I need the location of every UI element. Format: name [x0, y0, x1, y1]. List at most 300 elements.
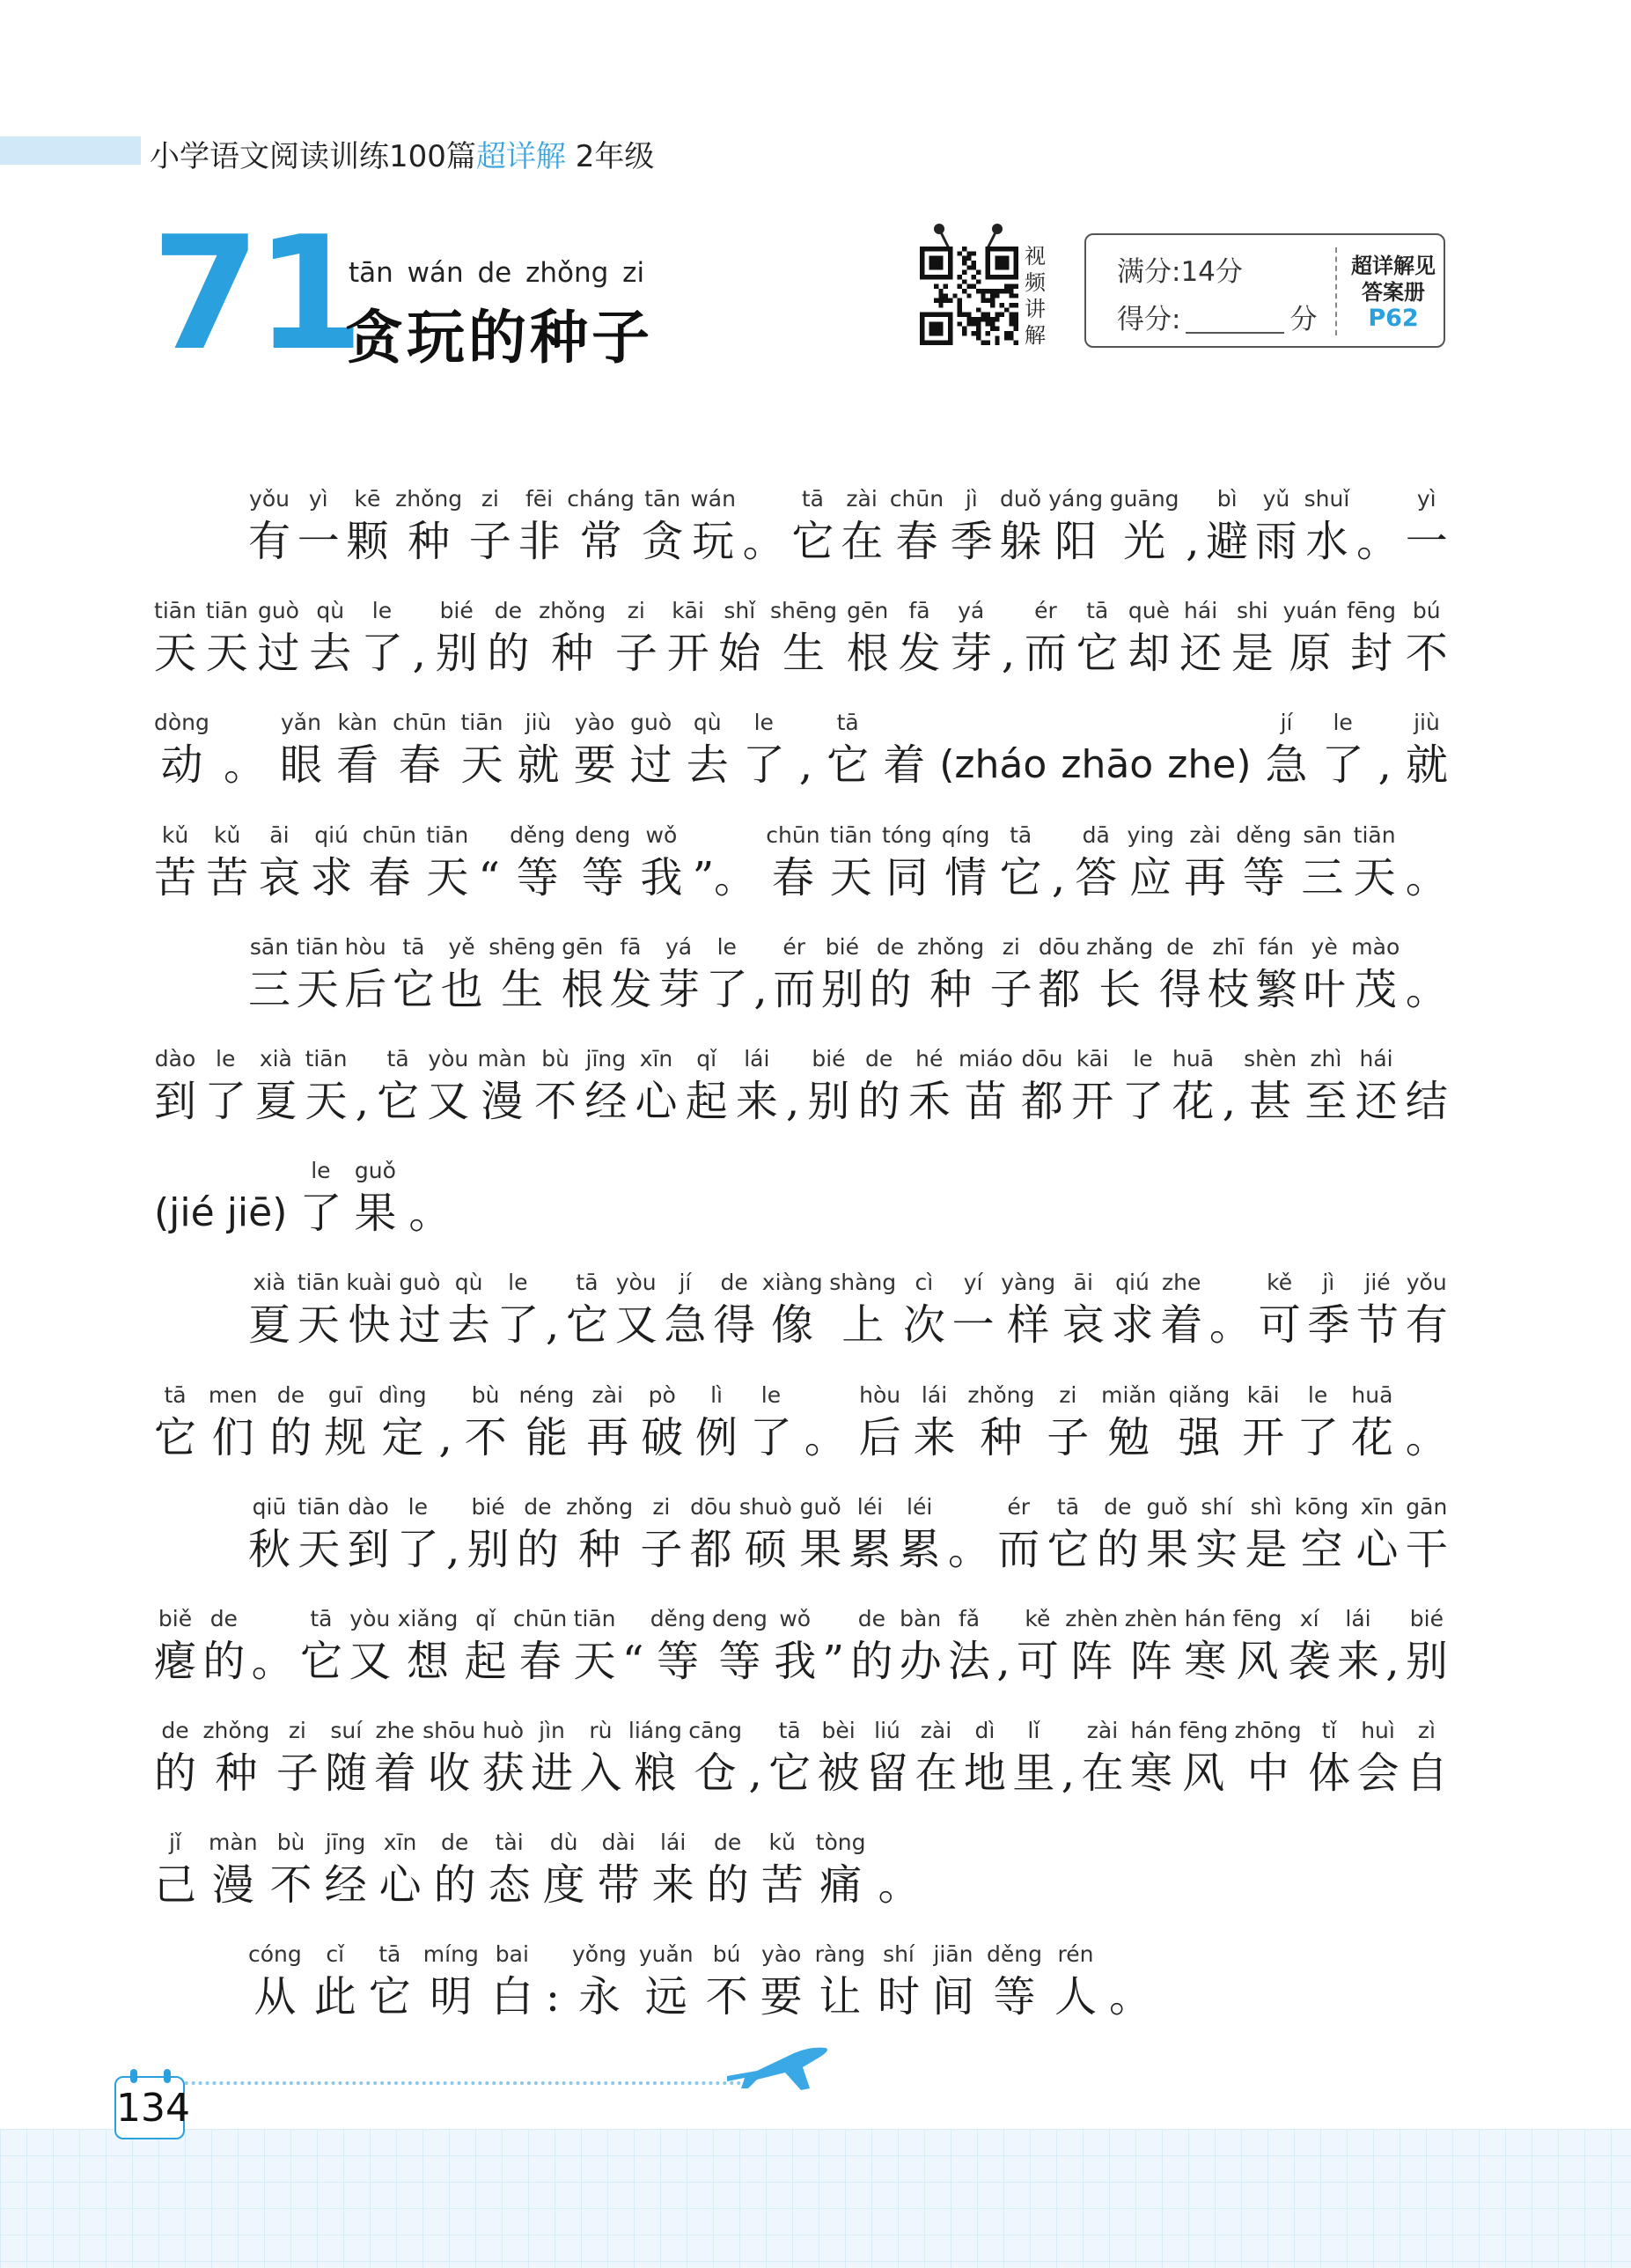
- hanzi: 后: [858, 1413, 901, 1462]
- ruby-segment: [1283, 594, 1338, 679]
- ruby-segment: [713, 1266, 755, 1351]
- hanzi: 瘪: [154, 1637, 197, 1686]
- ruby-segment: [1000, 819, 1042, 903]
- hanzi: 不: [269, 1860, 312, 1910]
- hanzi: 情: [944, 853, 988, 902]
- hanzi: 就: [517, 740, 560, 790]
- ruby-segment: [807, 1042, 849, 1127]
- hanzi: 。: [251, 1637, 294, 1686]
- hanzi: 子: [614, 629, 658, 678]
- hanzi: 别: [807, 1077, 850, 1126]
- ruby-segment: [1209, 1266, 1252, 1351]
- ruby-segment: [899, 1491, 941, 1575]
- hanzi: ,: [996, 1637, 1010, 1686]
- hanzi: 的: [487, 629, 530, 678]
- pinyin: pò: [648, 1382, 676, 1408]
- hanzi: 上: [841, 1300, 885, 1350]
- hanzi: 让: [819, 1972, 862, 2021]
- ruby-segment: [706, 931, 748, 1015]
- hanzi: 过: [629, 740, 672, 790]
- ruby-segment: [324, 1379, 366, 1463]
- hanzi: 子: [1047, 1413, 1090, 1462]
- ruby-segment: [325, 1826, 367, 1911]
- title-pinyin: tān wán de zhǒng zi: [349, 257, 645, 289]
- pinyin: cháng: [567, 486, 635, 512]
- hanzi: 。: [1405, 853, 1448, 902]
- hanzi: 了: [1321, 740, 1364, 790]
- pinyin: tā: [801, 486, 824, 512]
- ruby-segment: [325, 1714, 367, 1799]
- ruby-segment: [816, 1826, 866, 1911]
- hanzi: 发: [898, 629, 941, 678]
- ruby-segment: [786, 1042, 799, 1127]
- pinyin: miǎn: [1101, 1382, 1157, 1408]
- hanzi: 痛: [819, 1860, 863, 1910]
- caption-char: 频: [1025, 270, 1046, 295]
- pinyin: de: [876, 934, 905, 960]
- ruby-segment: [465, 1379, 507, 1463]
- pinyin: men: [208, 1382, 258, 1408]
- ruby-segment: [1356, 1491, 1399, 1575]
- hanzi: 永: [577, 1972, 621, 2021]
- pinyin: kāi: [1076, 1046, 1109, 1071]
- caption-char: 解: [1025, 323, 1046, 348]
- hanzi: 能: [525, 1413, 568, 1462]
- answer-ref-line: 答案册: [1362, 280, 1425, 305]
- pinyin: què: [1128, 598, 1170, 623]
- hanzi: 种: [980, 1413, 1023, 1462]
- hanzi: 过: [398, 1300, 441, 1350]
- pinyin: tā: [576, 1270, 599, 1295]
- hanzi: 我: [774, 1637, 817, 1686]
- hanzi: 漫: [481, 1077, 524, 1126]
- ruby-segment: [1255, 482, 1297, 567]
- pinyin: le: [1333, 710, 1353, 735]
- passage-line: [248, 1938, 1448, 2022]
- hanzi: 天: [426, 853, 469, 902]
- ruby-segment: [448, 1266, 490, 1351]
- ruby-segment: [743, 706, 785, 791]
- ruby-segment: [1355, 1042, 1398, 1127]
- pinyin: lái: [921, 1382, 948, 1408]
- hanzi: 实: [1195, 1525, 1238, 1574]
- pinyin: cóng: [248, 1941, 302, 1967]
- hanzi: ,: [1001, 629, 1016, 678]
- ruby-segment: [465, 1602, 507, 1687]
- ruby-segment: [546, 1266, 559, 1351]
- pinyin: zì: [1417, 1718, 1436, 1743]
- hanzi: 不: [705, 1972, 748, 2021]
- ruby-segment: [248, 482, 290, 567]
- ruby-segment: [513, 1602, 567, 1687]
- hanzi: 天: [1353, 853, 1396, 902]
- hanzi: 袭: [1288, 1637, 1331, 1686]
- ruby-segment: [791, 482, 834, 567]
- ruby-segment: [248, 1938, 302, 2022]
- hanzi: 节: [1356, 1300, 1400, 1350]
- ruby-segment: [1351, 1379, 1393, 1463]
- hanzi: ,: [1061, 1749, 1076, 1798]
- pinyin: rù: [589, 1718, 613, 1743]
- hanzi: 的: [202, 1637, 246, 1686]
- hanzi: 都: [1021, 1077, 1064, 1126]
- ruby-segment: [361, 594, 403, 679]
- hanzi: 而: [773, 965, 816, 1014]
- hanzi: 。: [804, 1413, 847, 1462]
- passage-line: [154, 1379, 1448, 1463]
- hanzi: 白: [490, 1972, 533, 2021]
- score-divider: [1335, 247, 1337, 335]
- score-blank[interactable]: [1186, 332, 1284, 334]
- hanzi: 却: [1128, 629, 1171, 678]
- ruby-segment: [377, 1042, 419, 1127]
- ruby-segment: [1337, 1602, 1379, 1687]
- ruby-segment: [1245, 1491, 1288, 1575]
- pinyin: zhǒng: [395, 486, 463, 512]
- pinyin: fēng: [1232, 1606, 1282, 1631]
- hanzi: 的: [154, 1749, 197, 1798]
- hanzi: 水: [1305, 517, 1348, 566]
- ruby-segment: [438, 1379, 452, 1463]
- ruby-segment: [1146, 1491, 1188, 1575]
- ruby-segment: [650, 1602, 706, 1687]
- ruby-segment: [1406, 706, 1448, 791]
- ruby-segment: [739, 1491, 792, 1575]
- hanzi: 应: [1129, 853, 1172, 902]
- hanzi: ,: [1385, 1637, 1400, 1686]
- pinyin: shuò: [738, 1494, 792, 1520]
- hanzi: 天: [829, 853, 872, 902]
- ruby-segment: [423, 1938, 479, 2022]
- hanzi: 样: [1007, 1300, 1050, 1350]
- hanzi: 里: [1012, 1749, 1055, 1798]
- pinyin: yí: [963, 1270, 983, 1295]
- ruby-segment: [1233, 1602, 1282, 1687]
- ruby-segment: [688, 1714, 742, 1799]
- ruby-segment: [1109, 1938, 1151, 2022]
- pinyin: qiū: [252, 1494, 287, 1520]
- pinyin: bú: [1412, 598, 1441, 623]
- ruby-segment: [202, 1714, 269, 1799]
- hanzi: 心: [1355, 1525, 1399, 1574]
- hanzi: 始: [718, 629, 761, 678]
- ruby-segment: [1062, 1714, 1075, 1799]
- ruby-segment: [209, 1826, 258, 1911]
- ruby-segment: [687, 706, 729, 791]
- pinyin: kōng: [1294, 1494, 1349, 1520]
- ruby-segment: [1351, 931, 1400, 1015]
- hanzi: ,: [438, 1413, 452, 1462]
- hanzi: 开: [1242, 1413, 1285, 1462]
- score-unit: 分: [1289, 304, 1318, 335]
- pinyin: bì: [1216, 486, 1238, 512]
- qr-code-icon[interactable]: [920, 247, 1018, 345]
- ruby-segment: [898, 594, 940, 679]
- hanzi: 不: [534, 1077, 577, 1126]
- pinyin: hé: [915, 1046, 944, 1071]
- hanzi: 它: [392, 965, 435, 1014]
- ruby-segment: [768, 1714, 811, 1799]
- hanzi: 苦: [154, 853, 197, 902]
- pinyin: āi: [1073, 1270, 1093, 1295]
- hanzi: 获: [481, 1749, 525, 1798]
- hanzi: 天: [154, 629, 197, 678]
- ruby-segment: [1308, 1714, 1350, 1799]
- pinyin: bù: [541, 1046, 569, 1071]
- pinyin: jié: [1364, 1270, 1391, 1295]
- hanzi: 起: [464, 1637, 507, 1686]
- hanzi: 苦: [760, 1860, 804, 1910]
- pinyin: zhōng: [1234, 1718, 1302, 1743]
- pinyin: qíng: [941, 822, 990, 848]
- ruby-segment: [1235, 1714, 1302, 1799]
- ruby-segment: [1128, 594, 1170, 679]
- pinyin: zhǒng: [202, 1718, 270, 1743]
- hanzi: 光: [1123, 517, 1166, 566]
- hanzi: 生: [501, 965, 544, 1014]
- hanzi: jiē): [226, 1190, 288, 1235]
- hanzi: 像: [771, 1300, 814, 1350]
- pinyin: sān: [249, 934, 290, 960]
- pinyin: fēng: [1179, 1718, 1229, 1743]
- pinyin: chūn: [889, 486, 944, 512]
- ruby-segment: [635, 1042, 677, 1127]
- pinyin: xià: [253, 1270, 286, 1295]
- hanzi: 生: [782, 629, 826, 678]
- hanzi: 开: [1071, 1077, 1114, 1126]
- pinyin: yě: [448, 934, 475, 960]
- hanzi: 例: [695, 1413, 738, 1462]
- passage-line: [248, 482, 1448, 567]
- hanzi: 它: [154, 1413, 197, 1462]
- hanzi: 寒: [1129, 1749, 1172, 1798]
- ruby-segment: [356, 1042, 369, 1127]
- hanzi: 苦: [206, 853, 249, 902]
- ruby-segment: [686, 1042, 728, 1127]
- ruby-segment: [397, 1491, 439, 1575]
- hanzi: 至: [1304, 1077, 1348, 1126]
- ruby-segment: [336, 706, 378, 791]
- pinyin: zi: [1059, 1382, 1077, 1408]
- pinyin: dào: [348, 1494, 389, 1520]
- pinyin: qù: [693, 710, 722, 735]
- ruby-segment: [1086, 931, 1153, 1015]
- ruby-segment: [154, 1379, 196, 1463]
- pinyin: fǎ: [958, 1606, 981, 1631]
- hanzi: 心: [635, 1077, 678, 1126]
- hanzi: 它: [768, 1749, 812, 1798]
- ruby-segment: [154, 1602, 196, 1687]
- ruby-segment: [1012, 1714, 1054, 1799]
- hanzi: 种: [578, 1525, 621, 1574]
- pinyin: kē: [354, 486, 381, 512]
- pinyin: zi: [652, 1494, 671, 1520]
- ruby-segment: [736, 1042, 778, 1127]
- hanzi: (zháo: [939, 742, 1047, 787]
- hanzi: 芽: [950, 629, 993, 678]
- pinyin: yá: [665, 934, 693, 960]
- pinyin: zhe: [375, 1718, 415, 1743]
- pinyin: de: [1166, 934, 1194, 960]
- hanzi: 非: [518, 517, 561, 566]
- pinyin: kě: [1025, 1606, 1051, 1631]
- ruby-segment: [1167, 706, 1251, 791]
- answer-page: P62: [1368, 305, 1419, 332]
- pinyin: hòu: [859, 1382, 901, 1408]
- hanzi: 它: [791, 517, 834, 566]
- pinyin: màn: [209, 1830, 258, 1855]
- pinyin: tā: [402, 934, 425, 960]
- ruby-segment: [206, 819, 248, 903]
- ruby-segment: [1304, 482, 1350, 567]
- ruby-segment: [482, 1714, 525, 1799]
- pinyin: jí: [1280, 710, 1293, 735]
- dotted-divider: [150, 2081, 748, 2085]
- pinyin: qiú: [1115, 1270, 1150, 1295]
- hanzi: 它: [368, 1972, 411, 2021]
- hanzi: 着: [373, 1749, 416, 1798]
- pinyin: tā: [386, 1046, 409, 1071]
- hanzi: 在: [1081, 1749, 1124, 1798]
- ruby-segment: [1406, 1266, 1448, 1351]
- pinyin: tā: [836, 710, 859, 735]
- hanzi: 等: [516, 853, 559, 902]
- hanzi: 甚: [1249, 1077, 1292, 1126]
- hanzi: 看: [336, 740, 379, 790]
- ruby-segment: [883, 706, 925, 791]
- hanzi: 三: [248, 965, 291, 1014]
- ruby-segment: [344, 931, 386, 1015]
- hanzi: 此: [313, 1972, 356, 2021]
- hanzi: 体: [1308, 1749, 1351, 1798]
- hanzi: 玩: [692, 517, 735, 566]
- pinyin: ying: [1127, 822, 1174, 848]
- hanzi: 天: [296, 965, 339, 1014]
- ruby-segment: [658, 931, 700, 1015]
- hanzi: 的: [516, 1525, 559, 1574]
- pinyin: huā: [1172, 1046, 1215, 1071]
- pinyin: xīn: [639, 1046, 673, 1071]
- pinyin: cǐ: [326, 1941, 345, 1967]
- pinyin: tā: [310, 1606, 333, 1631]
- pinyin: yuán: [1282, 598, 1338, 623]
- ruby-segment: [393, 706, 446, 791]
- pinyin: bàn: [900, 1606, 942, 1631]
- ruby-segment: [1179, 1714, 1228, 1799]
- page-number-badge: [114, 2076, 190, 2139]
- ruby-segment: [518, 706, 560, 791]
- ruby-segment: [866, 1714, 908, 1799]
- pinyin: bié: [825, 934, 859, 960]
- hanzi: ,: [355, 1077, 369, 1126]
- pinyin: shōu: [422, 1718, 476, 1743]
- hanzi: ,: [1378, 740, 1392, 790]
- pinyin: dōu: [1021, 1046, 1063, 1071]
- hanzi: 了: [299, 1189, 342, 1238]
- passage-line: [154, 1042, 1448, 1127]
- hanzi: 经: [584, 1077, 628, 1126]
- ruby-segment: [1101, 1379, 1156, 1463]
- ruby-segment: [491, 1938, 533, 2022]
- hanzi: 都: [1038, 965, 1081, 1014]
- pinyin: guò: [630, 710, 672, 735]
- pinyin: lái: [1345, 1606, 1371, 1631]
- pinyin: tā: [164, 1382, 187, 1408]
- hanzi: 季: [1307, 1300, 1350, 1350]
- hanzi: 可: [1258, 1300, 1301, 1350]
- hanzi: 不: [1405, 629, 1448, 678]
- hanzi: 强: [1178, 1413, 1221, 1462]
- pinyin: guǒ: [354, 1158, 396, 1183]
- hanzi: ”: [822, 1637, 845, 1686]
- pinyin: shí: [883, 1941, 915, 1967]
- ruby-segment: [750, 1379, 792, 1463]
- pinyin: léi: [856, 1494, 884, 1520]
- pinyin: yè: [1311, 934, 1338, 960]
- ruby-segment: [948, 1602, 990, 1687]
- pinyin: zài: [920, 1718, 952, 1743]
- hanzi: 天: [205, 629, 248, 678]
- hanzi: 收: [428, 1749, 471, 1798]
- pinyin: yǒu: [1406, 1270, 1447, 1295]
- pinyin: huì: [1361, 1718, 1395, 1743]
- hanzi: 再: [1184, 853, 1227, 902]
- pinyin: de: [720, 1270, 748, 1295]
- ruby-segment: [1052, 819, 1065, 903]
- hanzi: 等: [1242, 853, 1285, 902]
- ruby-segment: [1244, 1042, 1297, 1127]
- pinyin: deng: [575, 822, 631, 848]
- ruby-segment: [1406, 1491, 1448, 1575]
- hanzi: ,: [1186, 517, 1200, 566]
- pinyin: tān: [644, 486, 681, 512]
- pinyin: guǒ: [799, 1494, 841, 1520]
- hanzi: ,: [446, 1525, 460, 1574]
- pinyin: tiān: [1353, 822, 1396, 848]
- hanzi: 它: [565, 1300, 608, 1350]
- ruby-segment: [1097, 1491, 1139, 1575]
- hanzi: 。: [1209, 1300, 1252, 1350]
- hanzi: 间: [931, 1972, 974, 2021]
- ruby-segment: [849, 1491, 891, 1575]
- pinyin: zi: [288, 1718, 306, 1743]
- ruby-segment: [823, 1602, 845, 1687]
- hanzi: 种: [408, 517, 451, 566]
- hanzi: 来: [1337, 1637, 1380, 1686]
- pinyin: le: [1307, 1382, 1328, 1408]
- pinyin: tài: [495, 1830, 524, 1855]
- footer-grid: [0, 2129, 1631, 2268]
- pinyin: tiān: [573, 1606, 616, 1631]
- hanzi: 颗: [346, 517, 389, 566]
- pinyin: zhèn: [1124, 1606, 1178, 1631]
- hanzi: 累: [849, 1525, 892, 1574]
- pinyin: biě: [158, 1606, 193, 1631]
- pinyin: shēng: [770, 598, 837, 623]
- pinyin: zài: [1086, 1718, 1119, 1743]
- ruby-segment: [1112, 1266, 1154, 1351]
- ruby-segment: [841, 482, 883, 567]
- hanzi: 等: [718, 1637, 761, 1686]
- ruby-segment: [393, 931, 435, 1015]
- ruby-segment: [248, 1491, 290, 1575]
- ruby-segment: [434, 1826, 476, 1911]
- ruby-segment: [363, 819, 416, 903]
- pinyin: de: [209, 1606, 238, 1631]
- pinyin: de: [1104, 1494, 1132, 1520]
- hanzi: 它: [999, 853, 1042, 902]
- pinyin: xià: [259, 1046, 292, 1071]
